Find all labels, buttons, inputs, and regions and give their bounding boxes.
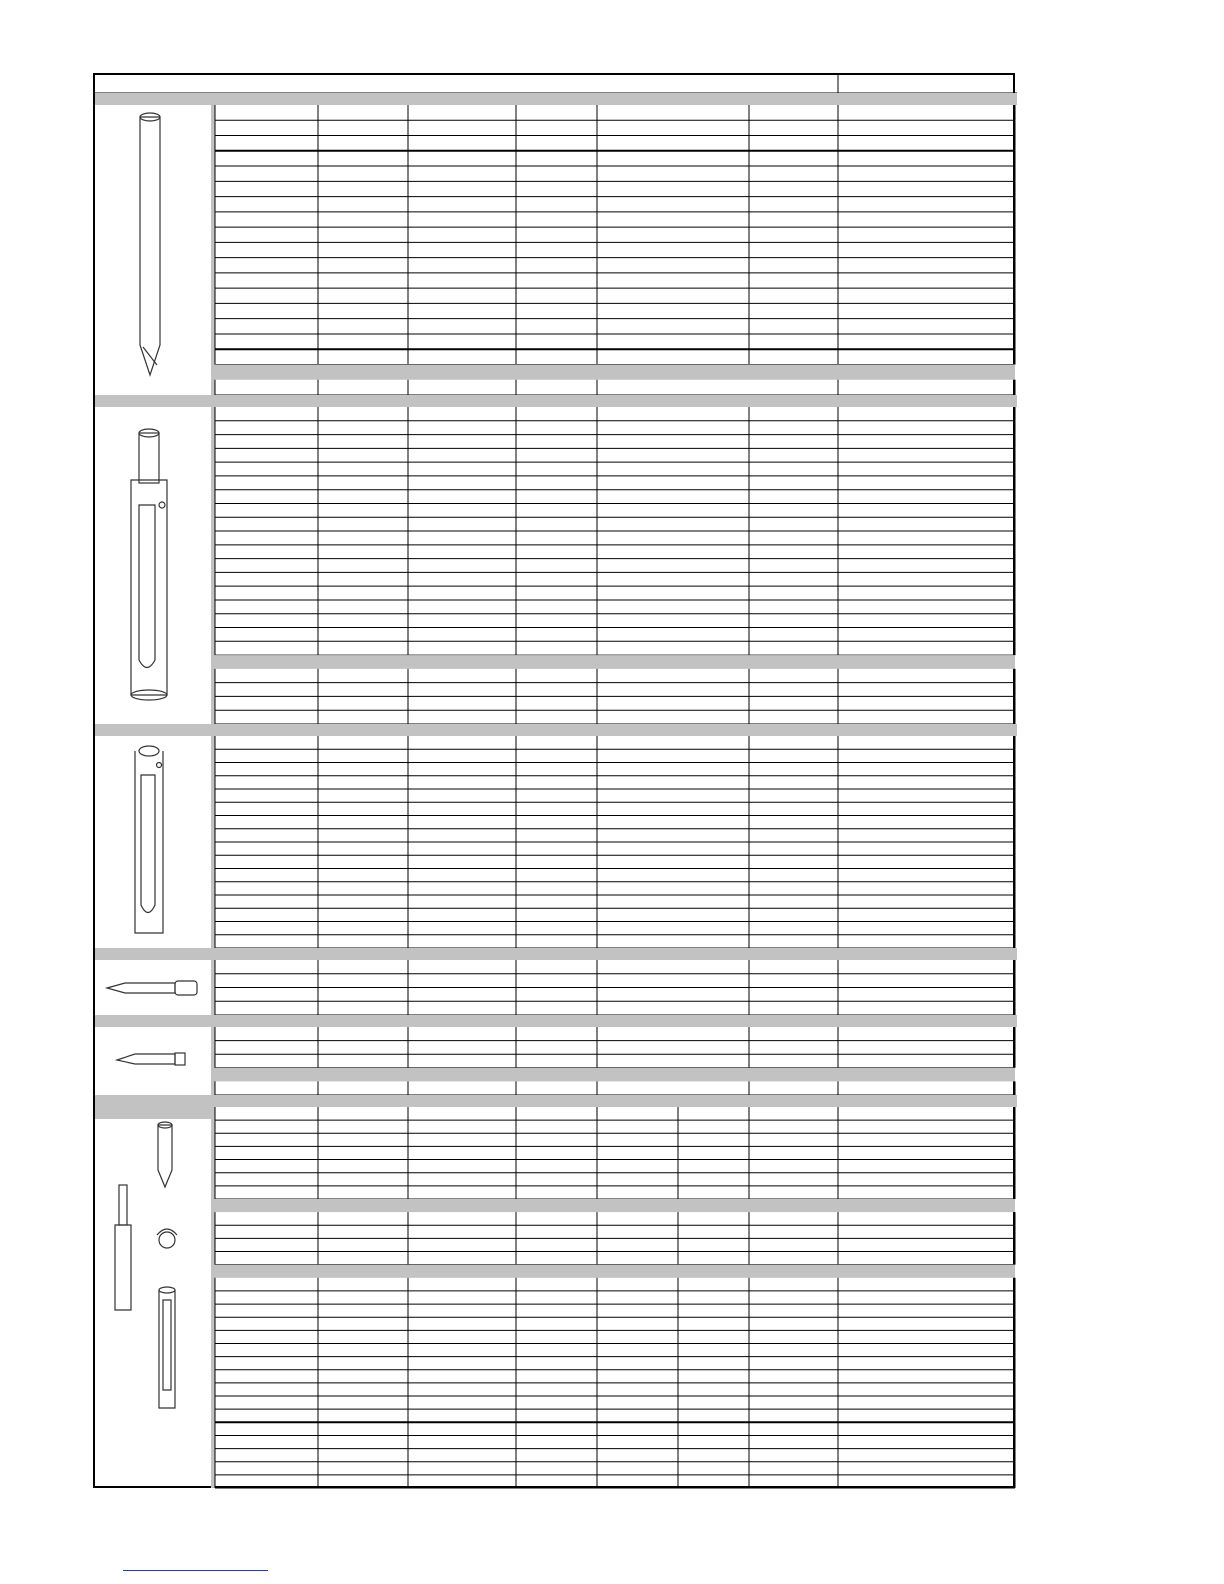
section-band (95, 1015, 1017, 1027)
section-band (95, 948, 1017, 960)
side-strip (211, 1107, 215, 1488)
spec-table-grid (95, 75, 1017, 1490)
slotted-sleeve-rod-icon (131, 429, 167, 700)
side-strip (211, 407, 215, 724)
assembly-kit-icon (115, 1122, 177, 1408)
section-band (95, 395, 1017, 407)
subheader-band (215, 1068, 1015, 1082)
slotted-sleeve-tube-icon (135, 746, 163, 933)
straight-rod-pin-icon (140, 113, 160, 375)
side-strip (211, 960, 215, 1015)
subheader-band (215, 1265, 1015, 1278)
subheader-band (215, 364, 1015, 379)
footer-link[interactable] (123, 1552, 268, 1571)
parts-spec-sheet (93, 73, 1015, 1488)
section-band-side (95, 1095, 215, 1119)
subheader-band (215, 1199, 1015, 1212)
tipped-pin-icon (107, 981, 197, 995)
side-strip (211, 1027, 215, 1095)
side-strip (211, 105, 215, 395)
subheader-band (215, 655, 1015, 669)
side-strip (211, 736, 215, 948)
section-band (95, 1095, 1017, 1107)
section-band (95, 93, 1017, 105)
knife-pin-icon (117, 1053, 185, 1065)
section-band (95, 724, 1017, 736)
